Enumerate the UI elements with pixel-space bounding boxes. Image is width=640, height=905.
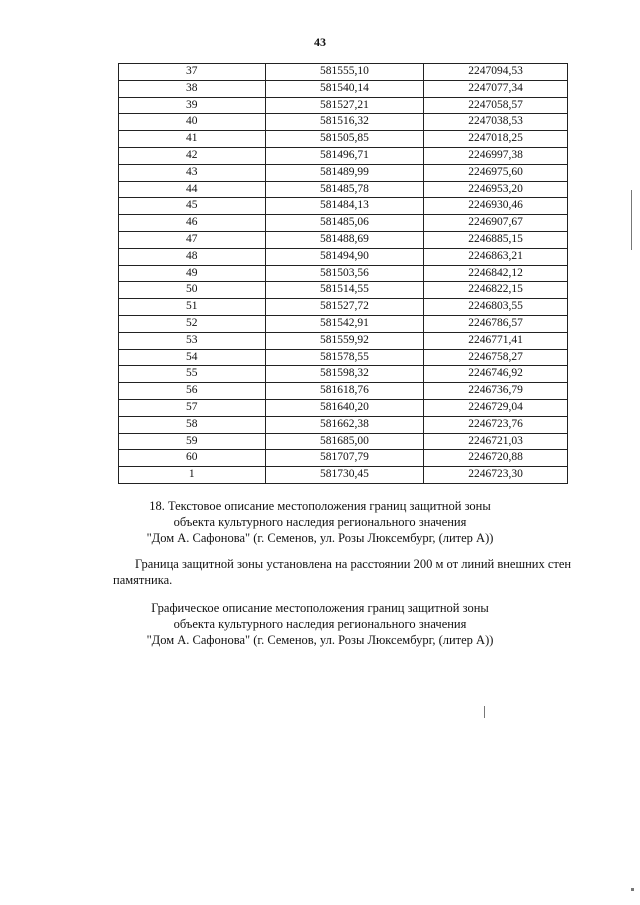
y-coordinate-cell: 2246907,67	[424, 215, 568, 232]
x-coordinate-cell: 581730,45	[265, 467, 424, 484]
x-coordinate-cell: 581527,21	[265, 97, 424, 114]
point-number-cell: 53	[119, 332, 266, 349]
coordinates-table	[118, 63, 568, 484]
table-row	[119, 181, 568, 198]
y-coordinate-cell: 2246771,41	[424, 332, 568, 349]
point-number-cell: 48	[119, 248, 266, 265]
point-number-cell: 52	[119, 315, 266, 332]
point-number-cell: 56	[119, 383, 266, 400]
point-number-cell: 54	[119, 349, 266, 366]
boundary-paragraph-continuation: памятника.	[113, 573, 173, 587]
text-description-subtitle: объекта культурного наследия регионального значения	[173, 515, 467, 529]
point-number-cell: 43	[119, 164, 266, 181]
point-number-cell: 51	[119, 299, 266, 316]
y-coordinate-cell: 2246863,21	[424, 248, 568, 265]
x-coordinate-cell: 581484,13	[265, 198, 424, 215]
point-number-cell: 39	[119, 97, 266, 114]
y-coordinate-cell: 2246930,46	[424, 198, 568, 215]
graphic-description-subtitle: объекта культурного наследия регионального значения	[173, 617, 467, 631]
y-coordinate-cell: 2247094,53	[424, 64, 568, 81]
x-coordinate-cell: 581707,79	[265, 450, 424, 467]
graphic-description-title: Графическое описание местоположения границ защитной зоны	[151, 601, 489, 615]
y-coordinate-cell: 2246803,55	[424, 299, 568, 316]
y-coordinate-cell: 2246723,30	[424, 467, 568, 484]
y-coordinate-cell: 2247038,53	[424, 114, 568, 131]
point-number-cell: 45	[119, 198, 266, 215]
coordinates-table-body	[119, 64, 568, 484]
x-coordinate-cell: 581578,55	[265, 349, 424, 366]
y-coordinate-cell: 2246953,20	[424, 181, 568, 198]
point-number-cell: 57	[119, 399, 266, 416]
y-coordinate-cell: 2246822,15	[424, 282, 568, 299]
table-row	[119, 114, 568, 131]
x-coordinate-cell: 581505,85	[265, 131, 424, 148]
y-coordinate-cell: 2246842,12	[424, 265, 568, 282]
table-row	[119, 433, 568, 450]
x-coordinate-cell: 581527,72	[265, 299, 424, 316]
y-coordinate-cell: 2246729,04	[424, 399, 568, 416]
y-coordinate-cell: 2246721,03	[424, 433, 568, 450]
point-number-cell: 55	[119, 366, 266, 383]
table-row	[119, 80, 568, 97]
text-description-title: 18. Текстовое описание местоположения границ защитной зоны	[149, 499, 491, 513]
text-description-object: "Дом А. Сафонова" (г. Семенов, ул. Розы Люксембург, (литер А))	[146, 531, 494, 545]
x-coordinate-cell: 581503,56	[265, 265, 424, 282]
x-coordinate-cell: 581485,06	[265, 215, 424, 232]
text-description-heading	[0, 498, 640, 546]
point-number-cell: 47	[119, 231, 266, 248]
point-number-cell: 50	[119, 282, 266, 299]
point-number-cell: 44	[119, 181, 266, 198]
y-coordinate-cell: 2246723,76	[424, 416, 568, 433]
y-coordinate-cell: 2246736,79	[424, 383, 568, 400]
scan-artifact	[484, 706, 485, 718]
point-number-cell: 41	[119, 131, 266, 148]
x-coordinate-cell: 581485,78	[265, 181, 424, 198]
point-number-cell: 60	[119, 450, 266, 467]
point-number-cell: 37	[119, 64, 266, 81]
x-coordinate-cell: 581542,91	[265, 315, 424, 332]
point-number-cell: 59	[119, 433, 266, 450]
x-coordinate-cell: 581640,20	[265, 399, 424, 416]
x-coordinate-cell: 581598,32	[265, 366, 424, 383]
table-row	[119, 282, 568, 299]
y-coordinate-cell: 2246720,88	[424, 450, 568, 467]
x-coordinate-cell: 581516,32	[265, 114, 424, 131]
point-number-cell: 40	[119, 114, 266, 131]
y-coordinate-cell: 2246758,27	[424, 349, 568, 366]
y-coordinate-cell: 2246975,60	[424, 164, 568, 181]
x-coordinate-cell: 581662,38	[265, 416, 424, 433]
x-coordinate-cell: 581489,99	[265, 164, 424, 181]
y-coordinate-cell: 2246997,38	[424, 147, 568, 164]
table-row	[119, 231, 568, 248]
graphic-description-object: "Дом А. Сафонова" (г. Семенов, ул. Розы Люксембург, (литер А))	[146, 633, 494, 647]
x-coordinate-cell: 581618,76	[265, 383, 424, 400]
table-row	[119, 399, 568, 416]
scan-artifact	[631, 190, 632, 250]
table-row	[119, 383, 568, 400]
table-row	[119, 265, 568, 282]
x-coordinate-cell: 581488,69	[265, 231, 424, 248]
point-number-cell: 49	[119, 265, 266, 282]
y-coordinate-cell: 2246746,92	[424, 366, 568, 383]
x-coordinate-cell: 581514,55	[265, 282, 424, 299]
table-row	[119, 349, 568, 366]
table-row	[119, 299, 568, 316]
table-row	[119, 450, 568, 467]
table-row	[119, 416, 568, 433]
page-number: 43	[314, 35, 326, 49]
boundary-paragraph: Граница защитной зоны установлена на расстоянии 200 м от линий внешних стен	[135, 557, 572, 571]
table-row	[119, 366, 568, 383]
table-row	[119, 147, 568, 164]
y-coordinate-cell: 2246885,15	[424, 231, 568, 248]
table-row	[119, 248, 568, 265]
y-coordinate-cell: 2246786,57	[424, 315, 568, 332]
x-coordinate-cell: 581559,92	[265, 332, 424, 349]
x-coordinate-cell: 581685,00	[265, 433, 424, 450]
table-row	[119, 315, 568, 332]
table-row	[119, 64, 568, 81]
x-coordinate-cell: 581540,14	[265, 80, 424, 97]
table-row	[119, 332, 568, 349]
table-row	[119, 467, 568, 484]
x-coordinate-cell: 581494,90	[265, 248, 424, 265]
x-coordinate-cell: 581496,71	[265, 147, 424, 164]
point-number-cell: 46	[119, 215, 266, 232]
table-row	[119, 164, 568, 181]
graphic-description-heading	[0, 600, 640, 648]
point-number-cell: 38	[119, 80, 266, 97]
table-row	[119, 198, 568, 215]
y-coordinate-cell: 2247077,34	[424, 80, 568, 97]
point-number-cell: 42	[119, 147, 266, 164]
point-number-cell: 58	[119, 416, 266, 433]
y-coordinate-cell: 2247018,25	[424, 131, 568, 148]
y-coordinate-cell: 2247058,57	[424, 97, 568, 114]
table-row	[119, 97, 568, 114]
x-coordinate-cell: 581555,10	[265, 64, 424, 81]
table-row	[119, 215, 568, 232]
scan-artifact	[631, 888, 634, 891]
table-row	[119, 131, 568, 148]
point-number-cell: 1	[119, 467, 266, 484]
